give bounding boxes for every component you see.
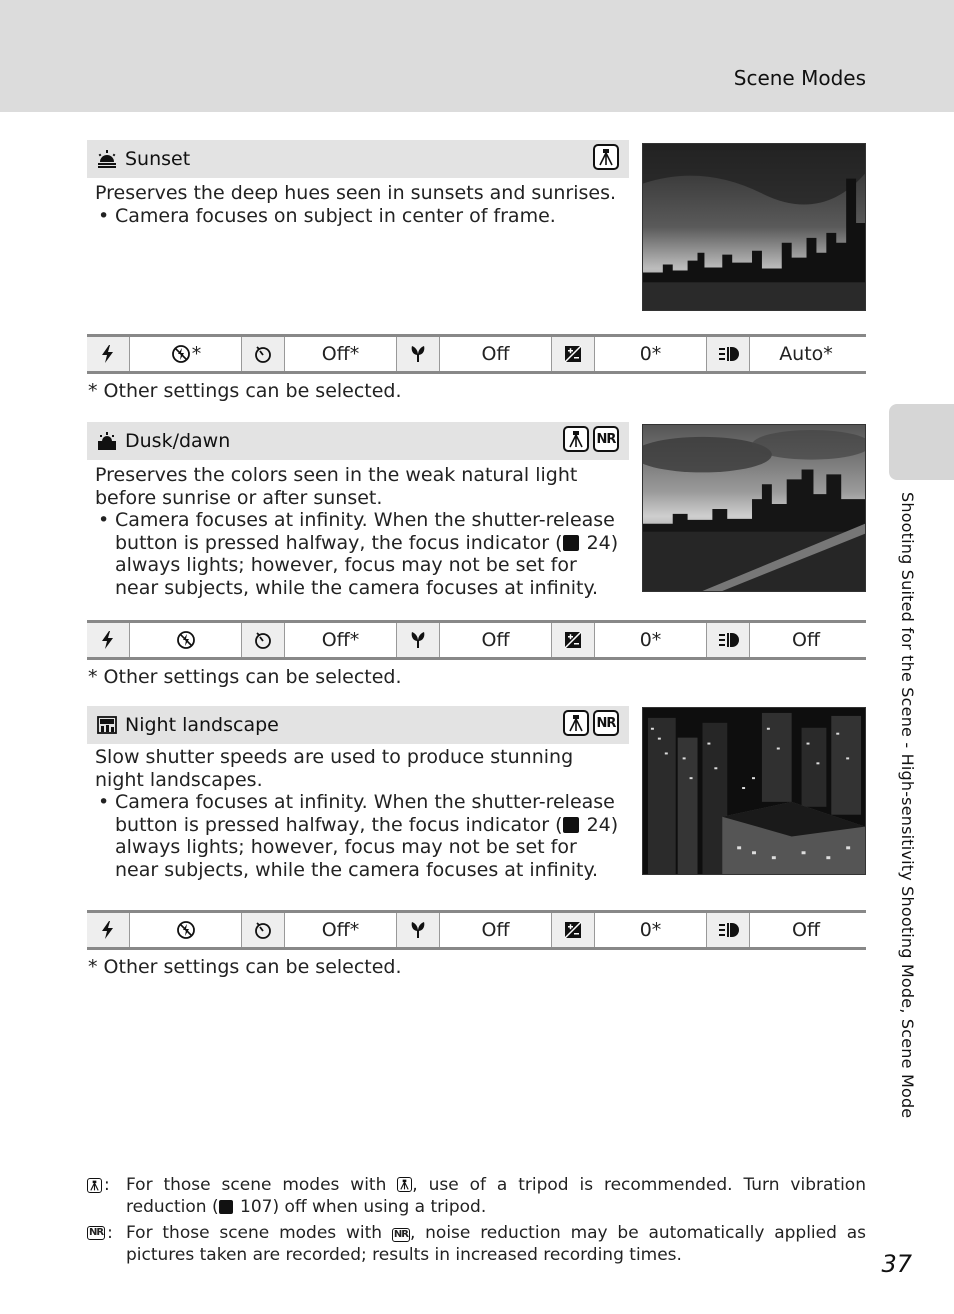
macro-value: Off [440,913,552,947]
flash-off-icon [175,919,197,941]
bullet-text: • Camera focuses on subject in center of frame. [95,205,625,228]
scene-title: Sunset [125,148,191,170]
footnote-tripod [87,1174,866,1218]
scene-description-night-landscape [95,746,625,881]
scene-header-sunset [87,140,629,178]
flash-off-icon [175,629,197,651]
af-assist-value: Off [791,919,821,941]
flash-off-icon [170,343,192,365]
section-title: Scene Modes [733,66,866,90]
self-timer-value: Off* [285,913,397,947]
scene-description-sunset [95,182,625,227]
self-timer-value: Off* [285,623,397,657]
macro-icon [397,913,440,947]
noise-reduction-icon: NR [593,710,619,736]
footnote-noise-reduction [87,1222,866,1266]
exposure-compensation-value: 0* [595,337,707,371]
scene-title: Dusk/dawn [125,430,231,452]
flash-icon [87,337,130,371]
scene-header-night-landscape [87,706,629,744]
settings-table-dusk-dawn [87,620,866,660]
page-header-band [0,0,954,112]
flash-note: * [191,343,202,365]
night-landscape-icon [97,715,117,735]
af-assist-value: Auto* [779,343,833,365]
night-landscape-photo [642,707,866,875]
tripod-icon [563,710,589,736]
self-timer-icon [242,337,285,371]
page-number: 37 [881,1250,912,1278]
exposure-compensation-icon [552,913,595,947]
self-timer-icon [242,913,285,947]
self-timer-value: Off* [285,337,397,371]
scene-title: Night landscape [125,714,279,736]
book-reference-icon [563,817,579,833]
tripod-icon [397,1177,412,1192]
description-text: Slow shutter speeds are used to produce stunning night landscapes. [95,746,574,791]
noise-reduction-icon: NR [89,1227,104,1238]
settings-note: * Other settings can be selected. [88,380,402,402]
settings-table-sunset [87,334,866,374]
flash-value [130,337,242,371]
scene-header-dusk-dawn [87,422,629,460]
af-assist-icon [707,337,750,371]
chapter-vertical-title: Shooting Suited for the Scene - High-sensitivity Shooting Mode, Scene Mode [898,492,917,1119]
chapter-tab [889,404,954,480]
flash-icon [87,913,130,947]
settings-note: * Other settings can be selected. [88,956,402,978]
description-text: Preserves the deep hues seen in sunsets and sunrises. [95,182,617,204]
book-reference-icon [563,535,579,551]
book-reference-icon [219,1200,233,1214]
self-timer-icon [242,623,285,657]
exposure-compensation-value: 0* [595,913,707,947]
bullet-text: • Camera focuses at infinity. When the shutter-release button is pressed halfway, the focus indicator ( 24) always lights; however, focus may not be set for near subjects, while the camera focuses at infinity. [95,509,625,599]
dusk-dawn-photo [642,424,866,592]
sunset-photo [642,143,866,311]
tripod-icon [87,1178,102,1193]
footnote-text: For those scene modes with , use of a tripod is recommended. Turn vibration reduction ( 107) off when using a tripod. [126,1175,866,1217]
scene-description-dusk-dawn [95,464,625,599]
exposure-compensation-value: 0* [595,623,707,657]
footnote-key: NR : [89,1223,113,1243]
bullet-text: • Camera focuses at infinity. When the shutter-release button is pressed halfway, the focus indicator ( 24) always lights; however, focus may not be set for near subjects, while the camera focuses at infinity. [95,791,625,881]
dusk-dawn-icon [97,431,117,451]
macro-icon [397,623,440,657]
footnote-text: For those scene modes with NR , noise reduction may be automatically applied as pictures taken are recorded; results in increased recording times. [126,1223,866,1265]
af-assist-icon [707,623,750,657]
noise-reduction-icon: NR [393,1229,408,1240]
macro-value: Off [440,337,552,371]
exposure-compensation-icon [552,623,595,657]
af-assist-icon [707,913,750,947]
macro-value: Off [440,623,552,657]
sunset-icon [97,149,117,169]
flash-value [130,623,242,657]
tripod-icon [563,426,589,452]
flash-value [130,913,242,947]
macro-icon [397,337,440,371]
description-text: Preserves the colors seen in the weak natural light before sunrise or after sunset. [95,464,578,509]
footnote-key: : [87,1174,123,1196]
settings-table-night-landscape [87,910,866,950]
noise-reduction-icon: NR [593,426,619,452]
tripod-icon [593,144,619,170]
settings-note: * Other settings can be selected. [88,666,402,688]
exposure-compensation-icon [552,337,595,371]
flash-icon [87,623,130,657]
af-assist-value: Off [791,629,821,651]
